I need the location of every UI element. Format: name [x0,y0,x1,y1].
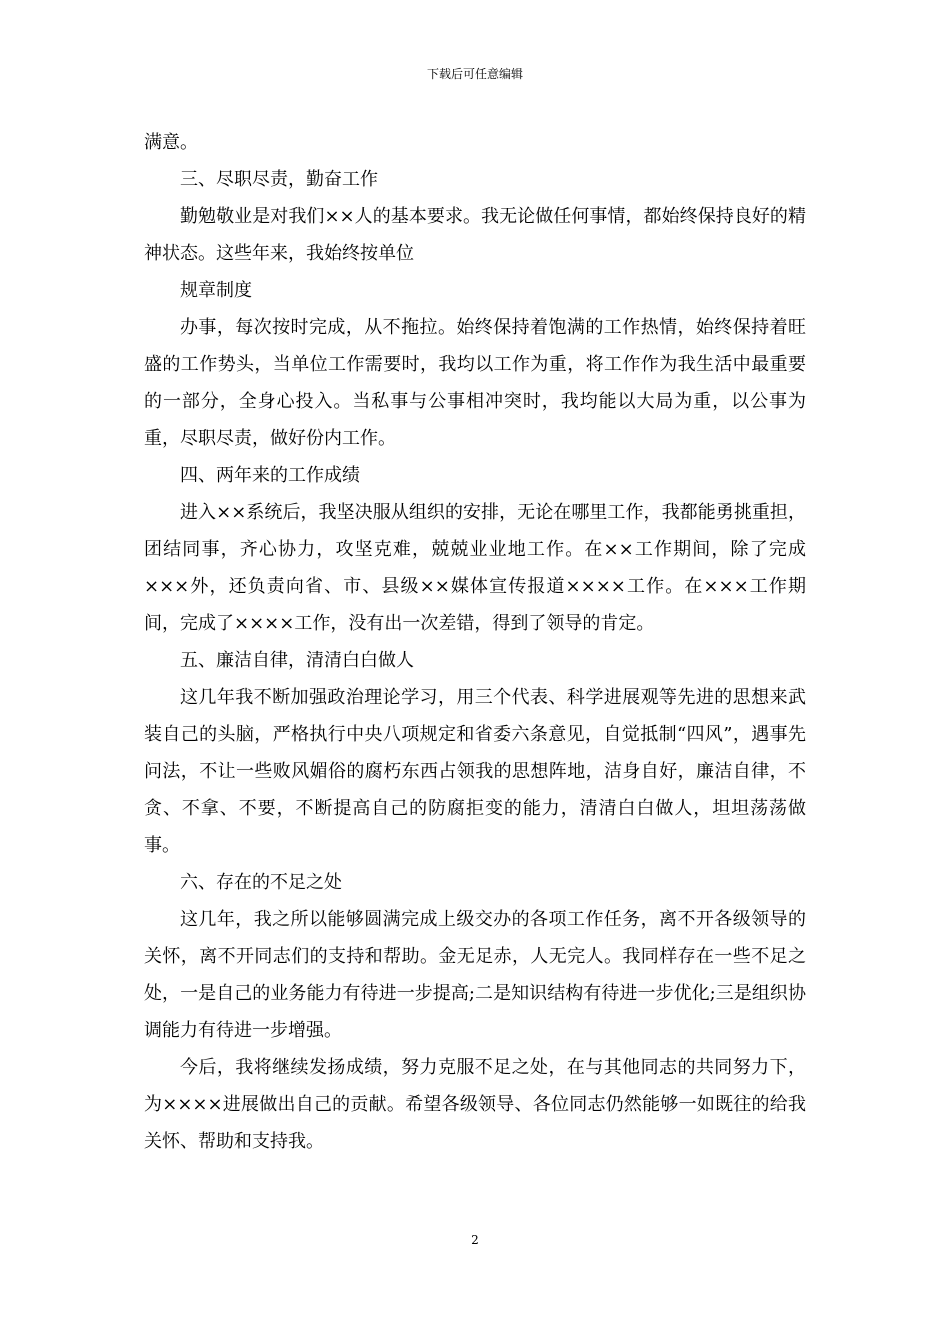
paragraph: 进入××系统后，我坚决服从组织的安排，无论在哪里工作，我都能勇挑重担，团结同事，齐心协力，攻坚克难，兢兢业业地工作。在××工作期间，除了完成×××外，还负责向省、市、县级××媒体宣传报道××××工作。在×××工作期间，完成了××××工作，没有出一次差错，得到了领导的肯定。 [144,502,806,634]
section-heading: 三、尽职尽责，勤奋工作 [180,169,378,190]
paragraph: 办事，每次按时完成，从不拖拉。始终保持着饱满的工作热情，始终保持着旺盛的工作势头，当单位工作需要时，我均以工作为重，将工作作为我生活中最重要的一部分，全身心投入。当私事与公事相冲突时，我均能以大局为重，以公事为重，尽职尽责，做好份内工作。 [144,317,806,449]
page-header: 下载后可任意编辑 [426,67,523,81]
page-number: 2 [471,1233,479,1247]
paragraph: 今后，我将继续发扬成绩，努力克服不足之处，在与其他同志的共同努力下，为××××进展做出自己的贡献。希望各级领导、各位同志仍然能够一如既往的给我关怀、帮助和支持我。 [144,1057,806,1152]
section-heading: 五、廉洁自律，清清白白做人 [180,650,414,671]
section-heading: 六、存在的不足之处 [180,872,342,893]
document-body [144,124,806,1160]
paragraph: 满意。 [144,132,198,153]
paragraph: 规章制度 [180,280,252,301]
section-heading: 四、两年来的工作成绩 [180,465,360,486]
paragraph: 这几年，我之所以能够圆满完成上级交办的各项工作任务，离不开各级领导的关怀，离不开同志们的支持和帮助。金无足赤，人无完人。我同样存在一些不足之处，一是自己的业务能力有待进一步提高;二是知识结构有待进一步优化;三是组织协调能力有待进一步增强。 [144,909,806,1041]
paragraph: 勤勉敬业是对我们××人的基本要求。我无论做任何事情，都始终保持良好的精神状态。这些年来，我始终按单位 [144,206,806,264]
paragraph: 这几年我不断加强政治理论学习，用三个代表、科学进展观等先进的思想来武装自己的头脑，严格执行中央八项规定和省委六条意见，自觉抵制“四风”，遇事先问法，不让一些败风媚俗的腐朽东西占领我的思想阵地，洁身自好，廉洁自律，不贪、不拿、不要，不断提高自己的防腐拒变的能力，清清白白做人，坦坦荡荡做事。 [144,687,806,856]
